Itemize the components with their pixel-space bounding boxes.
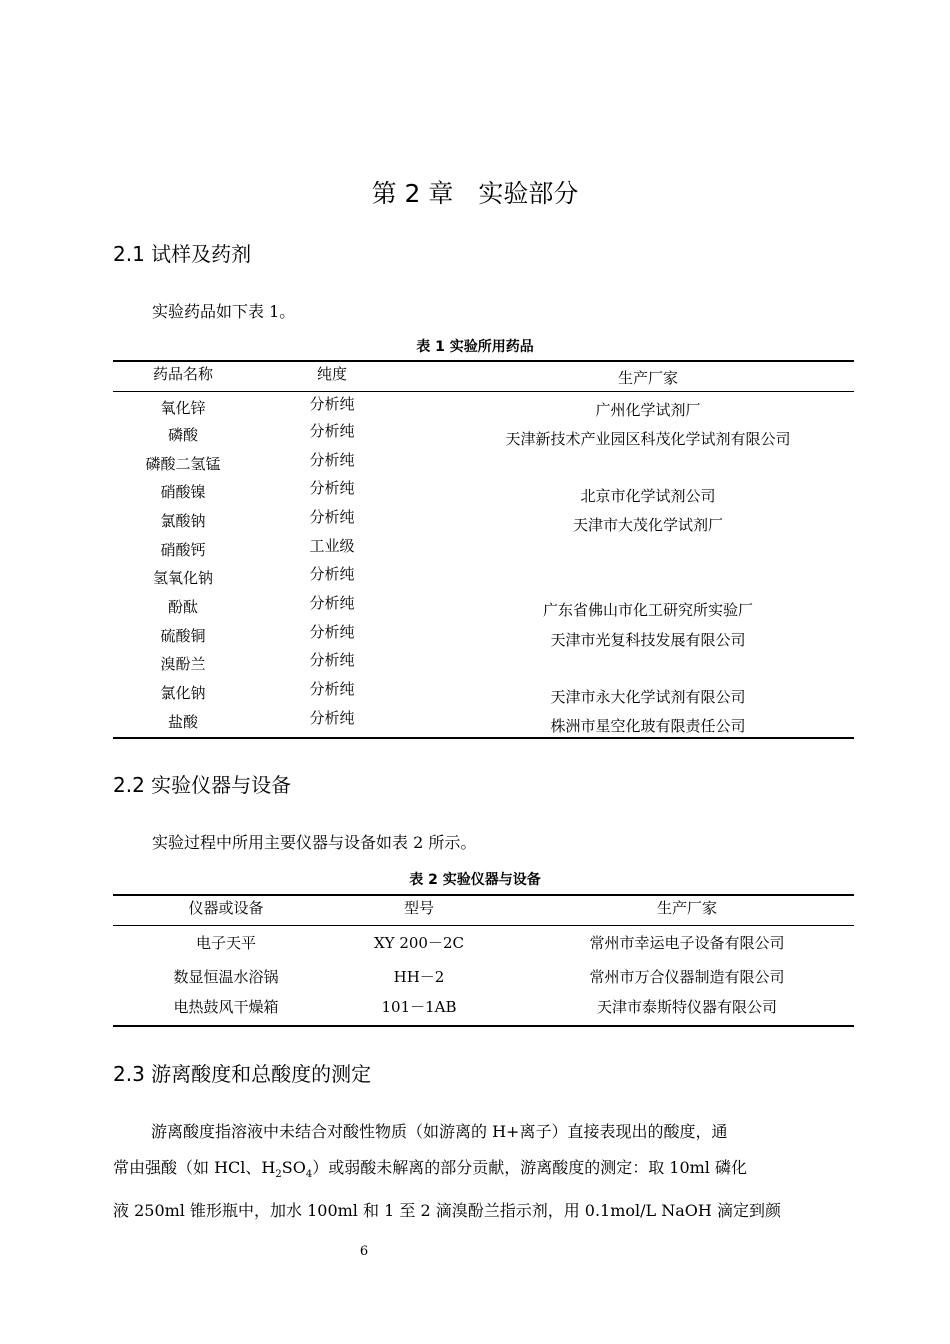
table-1-cell-purity: 分析纯 bbox=[309, 451, 355, 469]
section-heading-2-3: 2.3 游离酸度和总酸度的测定 bbox=[113, 1062, 372, 1086]
table-2-bottom-rule bbox=[113, 1025, 854, 1027]
table-1-cell-name: 磷酸 bbox=[167, 426, 198, 444]
table-2-header-rule bbox=[113, 925, 854, 926]
paragraph-line-2: 常由强酸（如 HCl、$H_2SO_4$）或弱酸未解离的部分贡献，游离酸度的测定：取 10ml 磷化 bbox=[113, 1158, 748, 1181]
section-2-3-paragraph bbox=[113, 1114, 854, 1229]
table-1-cell-name: 磷酸二氢锰 bbox=[145, 455, 221, 473]
table-2-cell-device: 数显恒温水浴锅 bbox=[173, 968, 279, 986]
table-1-cell-purity: 分析纯 bbox=[309, 479, 355, 497]
table-1-header-rule bbox=[113, 391, 854, 392]
table-2-cell-maker: 常州市万合仪器制造有限公司 bbox=[589, 968, 785, 986]
table-2-caption: 表 2 实验仪器与设备 bbox=[409, 872, 541, 888]
table-2-cell-model: 101－1AB bbox=[381, 998, 457, 1016]
table-1-cell-maker: 株洲市星空化玻有限责任公司 bbox=[550, 717, 746, 735]
table-1-cell-name: 硝酸镍 bbox=[160, 483, 206, 501]
table-2-cell-model: HH－2 bbox=[393, 968, 445, 986]
table-1-cell-maker: 广州化学试剂厂 bbox=[595, 401, 701, 419]
table-1-cell-name: 硫酸铜 bbox=[160, 627, 206, 645]
table-1-cell-name: 氯酸钠 bbox=[160, 512, 206, 530]
table-1-cell-maker: 天津新技术产业园区科茂化学试剂有限公司 bbox=[505, 430, 791, 448]
section-heading-2-2: 2.2 实验仪器与设备 bbox=[113, 773, 292, 797]
page-number: 6 bbox=[359, 1244, 369, 1259]
table-1-cell-name: 硝酸钙 bbox=[160, 541, 206, 559]
table-2-header-maker: 生产厂家 bbox=[656, 899, 717, 917]
table-1-cell-purity: 分析纯 bbox=[309, 395, 355, 413]
table-2-top-rule bbox=[113, 894, 854, 896]
table-1-bottom-rule bbox=[113, 737, 854, 739]
table-1-cell-purity: 分析纯 bbox=[309, 709, 355, 727]
table-2-cell-maker: 常州市幸运电子设备有限公司 bbox=[589, 934, 785, 952]
table-2-header-device: 仪器或设备 bbox=[188, 899, 264, 917]
chapter-title: 第 2 章 实验部分 bbox=[371, 179, 579, 208]
table-1-caption: 表 1 实验所用药品 bbox=[416, 339, 534, 355]
table-1-cell-maker: 天津市大茂化学试剂厂 bbox=[572, 516, 723, 534]
paragraph-line-3: 液 250ml 锥形瓶中，加水 100ml 和 1 至 2 滴溴酚兰指示剂，用 0.1mol/L NaOH 滴定到颜 bbox=[113, 1201, 781, 1221]
section-2-2-intro: 实验过程中所用主要仪器与设备如表 2 所示。 bbox=[152, 833, 477, 852]
section-heading-2-1: 2.1 试样及药剂 bbox=[113, 242, 252, 266]
table-2-cell-device: 电热鼓风干燥箱 bbox=[173, 998, 279, 1016]
table-1-cell-purity: 分析纯 bbox=[309, 508, 355, 526]
table-1-cell-name: 氯化钠 bbox=[160, 684, 206, 702]
table-1-cell-purity: 分析纯 bbox=[309, 565, 355, 583]
table-1-cell-purity: 分析纯 bbox=[309, 422, 355, 440]
table-1-cell-name: 盐酸 bbox=[167, 713, 198, 731]
paragraph-line-1: 游离酸度指溶液中未结合对酸性物质（如游离的 H+离子）直接表现出的酸度，通 bbox=[151, 1122, 728, 1141]
table-1-cell-name: 酚酞 bbox=[167, 598, 198, 616]
table-1-cell-name: 氢氧化钠 bbox=[152, 569, 213, 587]
table-1-cell-maker: 北京市化学试剂公司 bbox=[580, 487, 716, 505]
table-2-cell-maker: 天津市泰斯特仪器有限公司 bbox=[596, 998, 777, 1016]
table-1-header-maker: 生产厂家 bbox=[617, 369, 678, 387]
table-1-cell-name: 氧化锌 bbox=[160, 399, 206, 417]
table-1-header-purity: 纯度 bbox=[316, 365, 347, 383]
table-1-header-name: 药品名称 bbox=[152, 365, 213, 383]
table-1-cell-purity: 分析纯 bbox=[309, 594, 355, 612]
table-1-cell-purity: 分析纯 bbox=[309, 680, 355, 698]
table-2-header-model: 型号 bbox=[403, 899, 434, 917]
table-2-cell-device: 电子天平 bbox=[195, 934, 256, 952]
table-1-cell-maker: 天津市光复科技发展有限公司 bbox=[550, 631, 746, 649]
section-2-1-intro: 实验药品如下表 1。 bbox=[152, 302, 296, 321]
table-1-cell-purity: 分析纯 bbox=[309, 623, 355, 641]
table-1-cell-purity: 分析纯 bbox=[309, 651, 355, 669]
table-1-cell-purity: 工业级 bbox=[309, 537, 355, 555]
table-1-top-rule bbox=[113, 360, 854, 362]
table-1-cell-maker: 天津市永大化学试剂有限公司 bbox=[550, 688, 746, 706]
table-1-cell-maker: 广东省佛山市化工研究所实验厂 bbox=[542, 601, 753, 619]
table-1-cell-name: 溴酚兰 bbox=[160, 655, 206, 673]
table-2-cell-model: XY 200－2C bbox=[373, 934, 464, 952]
